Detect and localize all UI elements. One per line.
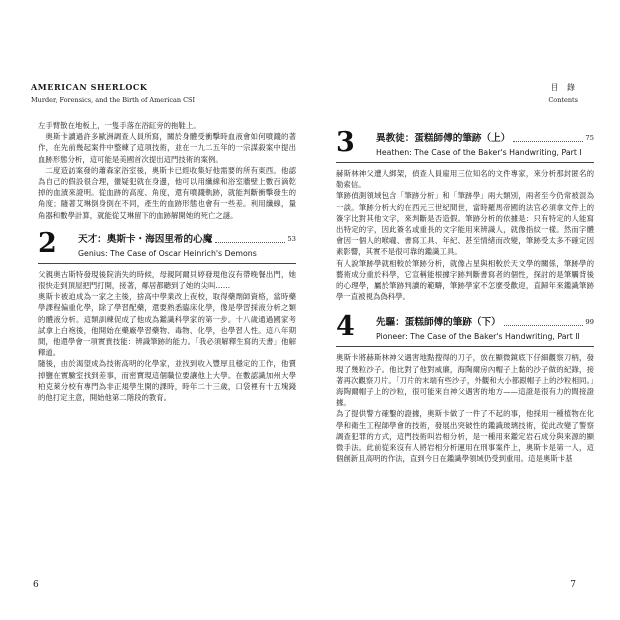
chapter-title-cn: 先驅：蛋糕師傅的筆跡（下） [376, 317, 501, 329]
page-number-right: 7 [570, 580, 576, 590]
book-subtitle: Murder, Forensics, and the Birth of American CSI [31, 96, 196, 104]
divider [38, 263, 296, 264]
paragraph: 奧斯卡將赫斯林神父遇害地點搜得的刀子，放在顯微鏡底下仔細觀察刀柄，發現了幾粒沙子。他比對了他對威廉，海陶爾房內帽子上黏的沙子做的紀錄，接著再次觀察刀片。「刀片的末端有些沙子，外觀和大小都跟帽子上的沙粒相同。」海陶爾帽子上的沙粒，很可能來自神父遇害的地方——這證是很有力的間接證據。 [336, 353, 594, 408]
page-number-left: 6 [33, 580, 39, 590]
paragraph: 有人說筆跡學就相較於筆跡分析，就像占星與相較於天文學的關係，筆跡學的藝術成分重於科學，它宣稱能根據字跡判斷書寫者的個性，探討的是筆觸背後的心理學，屬於筆跡判讀的範疇，筆跡學家不怎麼受歡迎，直歸年來鑑識筆跡學一直被視為偽科學。 [336, 258, 594, 302]
paragraph: 為了提供警方確鑿的證據，奧斯卡做了一件了不起的事，他採用一種植物在化學和衛生工程師學會的技術，發展出突破性的鑑識玻璃技術，從此改變了警察調查犯罪的方式，這門技術叫岩相分析，是一種用來鑑定岩石成分與來源的顯微手法。此前從來沒有人將岩相分析運用在刑事案件上，奧斯卡是第一人，這個創新且高明的作法，直到今日在鑑識學領域仍受到重用。這是奧斯卡基 [336, 409, 594, 464]
leader-dots [504, 325, 584, 326]
right-page [336, 120, 594, 464]
chapter-title-cn: 異教徒：蛋糕師傅的筆跡（上） [376, 133, 511, 144]
paragraph: 筆跡偵測領域包含「筆跡分析」和「筆跡學」兩大類別，兩者至今仍常被混為一談。筆跡分析大約在西元三世紀間世，當時羅馬帝國的法官必須拿文件上的簽字比對其他文字，來判斷是否造假。筆跡分析的依據是：只有特定的人能寫出特定的字，因此簽名或重長的文字能用來辨識人，就像指紋一樣。然而字體會因一個人的喉嚨、書寫工具、年紀、甚至情緒而改變，筆跡受太多不確定因素影響，其實不是很可靠的鑑識工具。 [336, 191, 594, 257]
chapter-page-number: 99 [585, 318, 594, 327]
paragraph: 奧斯卡讀過許多歐洲調查人員所寫，關於身體受衝擊時血液會如何噴濺的著作，在先前幾起案件中整練了這項技術，並在一九二五年的一宗謀殺案中提出血跡形態分析，這可能是美國首次提出這門技術的案例。 [38, 132, 296, 164]
leader-dots [513, 141, 583, 142]
chapter-title-en: Heathen: The Case of the Baker's Handwriting, Part I [376, 148, 582, 157]
divider [336, 162, 594, 163]
leader-dots [215, 242, 285, 243]
chapter-number: 4 [336, 311, 355, 343]
paragraph: 奧斯卡被迫成為一家之主後，捨高中學業改上夜校，取得藥劑師資格，當時藥學課程偏重化學，除了學習配藥，還要熟悉臨床化學，像是學習採液分析之類的體液分析。這類訓練促成了他成為鑑識科學家的第一步。十八歲通過國家考試拿上白袍後，他開始在藥廠學習藥物、毒物、化學，也學習人性。這八年期間，他還學會一項實貴技能：辨識筆跡的能力。「我必須解釋生寫的天書」他解釋道。 [38, 292, 296, 358]
toc-label-cn: 目 錄 [550, 83, 578, 92]
paragraph: 赫斯林神父遭人綁架，偵查人員雇用三位知名的文件專家，來分析那封匿名的勒索信。 [336, 169, 594, 190]
chapter-number: 3 [336, 127, 355, 158]
chapter-title-en: Pioneer: The Case of the Baker's Handwriting, Part II [376, 332, 580, 342]
chapter-number: 2 [38, 227, 57, 259]
chapter-title-cn: 天才：奧斯卡・海因里希的心魔 [78, 233, 213, 245]
divider [336, 346, 594, 347]
left-page [38, 120, 296, 403]
paragraph: 左手臂散在地板上，一隻手落在浴缸旁的拖鞋上。 [38, 121, 201, 130]
paragraph: 二度造訪案發的蕭森家浴室後，奧斯卡已經收集好他需要的所有東西。他認為自己的假設很合理，蠻疑犯就在身邊，他可以用纖線和浴室牆壁上數百滴乾掉的血漬來證明。從血跡的高度、角度，還有噴濺軌跡，就能判斷衝擊發生的角度；隨著艾琳倒身倒在不同，產生的血跡形態也會有一些差。利用纖線，量角器和數學計算，就能從艾琳留下的血跡解開她的死亡之謎。 [38, 165, 296, 220]
chapter-entry[interactable] [336, 311, 594, 343]
toc-label-en: Contents [548, 96, 578, 104]
paragraph: 隨後，由於渴望成為技術高明的化學家，並找到收入豐厚且穩定的工作，他賣掉鹽在實驗室找到差事，而密寶現這個職位要讓他上大學。在數認識加州大學柏克萊分校有專門為非正規學生開的課時，時年二十三歲，口袋裡有十五塊錢的他打定主意，開始他第二階段的教育。 [38, 359, 296, 403]
book-title: AMERICAN SHERLOCK [31, 82, 148, 92]
paragraph: 父親奧古斯特發現後院消失的時候，母親阿爾貝婷發現他沒有帶晚餐出門，她很快走到頂屋把門打開，接著，鄰居都聽到了她的尖叫…… [38, 269, 296, 291]
chapter-title-en: Genius: The Case of Oscar Heinrich's Demons [78, 248, 257, 258]
chapter-page-number: 53 [287, 234, 296, 243]
chapter-entry[interactable] [38, 227, 296, 259]
chapter-page-number: 75 [585, 134, 594, 142]
chapter-entry[interactable] [336, 127, 594, 158]
